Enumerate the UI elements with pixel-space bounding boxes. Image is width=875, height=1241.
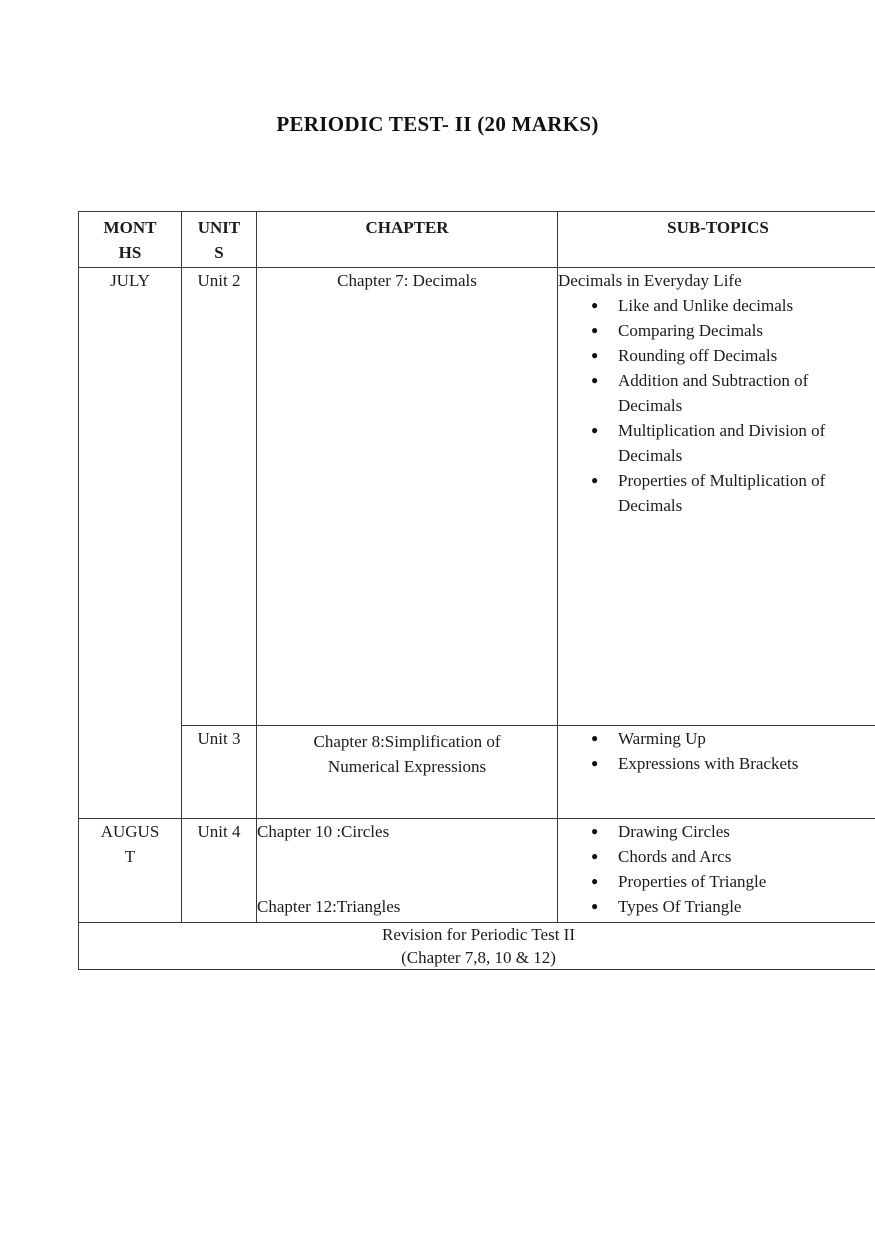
month-august-line2: T [124, 847, 136, 866]
subtopic-text: Warming Up [618, 729, 706, 748]
subtopic-text: Drawing Circles [618, 822, 730, 841]
bullet-icon: ● [591, 899, 599, 913]
header-cell-months [79, 212, 182, 268]
header-cell-subtopics: SUB-TOPICS [558, 212, 875, 268]
unit-cell-unit3: Unit 3 [182, 726, 257, 819]
subtopic-text: Chords and Arcs [618, 847, 732, 866]
subtopic-text: Expressions with Brackets [618, 754, 799, 773]
subtopics-cell-decimals [558, 268, 875, 726]
subtopics-list [591, 819, 875, 919]
subtopic-item [591, 293, 875, 318]
subtopic-text: Rounding off Decimals [618, 346, 778, 365]
subtopic-text: Properties of Triangle [618, 872, 767, 891]
bullet-icon: ● [591, 824, 599, 838]
header-months-line2: HS [118, 243, 142, 262]
bullet-icon: ● [591, 473, 599, 487]
bullet-icon: ● [591, 731, 599, 745]
subtopic-item [591, 468, 875, 518]
unit-cell-unit4: Unit 4 [182, 819, 257, 923]
header-units-line1: UNIT [197, 218, 241, 237]
chapter-cell-decimals: Chapter 7: Decimals [257, 268, 558, 726]
subtopic-text: Multiplication and Division of Decimals [618, 421, 826, 465]
month-cell-august [79, 819, 182, 923]
chapter-text-triangles: Chapter 12:Triangles [257, 897, 401, 916]
header-cell-units [182, 212, 257, 268]
subtopics-list [591, 726, 875, 776]
subtopics-cell-circles-triangles [558, 819, 875, 923]
subtopic-text: Addition and Subtraction of Decimals [618, 371, 809, 415]
header-units-line2: S [214, 243, 224, 262]
page-title: PERIODIC TEST- II (20 MARKS) [276, 112, 599, 136]
chapter-cell-circles-triangles [257, 819, 558, 923]
subtopic-text: Properties of Multiplication of Decimals [618, 471, 826, 515]
bullet-icon: ● [591, 348, 599, 362]
subtopic-item [591, 894, 875, 919]
subtopic-text: Types Of Triangle [618, 897, 742, 916]
month-cell-july: JULY [79, 268, 182, 819]
subtopic-item [591, 844, 875, 869]
syllabus-table [78, 211, 875, 970]
revision-cell [79, 923, 875, 970]
table-row-august-unit4 [79, 819, 875, 923]
subtopic-item [591, 368, 875, 418]
subtopic-item [591, 343, 875, 368]
subtopic-text: Comparing Decimals [618, 321, 763, 340]
subtopics-intro: Decimals in Everyday Life [558, 271, 742, 290]
month-august-line1: AUGUS [100, 822, 160, 841]
bullet-icon: ● [591, 373, 599, 387]
bullet-icon: ● [591, 323, 599, 337]
table-row-july-unit2 [79, 268, 875, 726]
chapter-text: Chapter 8:Simplification of Numerical Expressions [313, 732, 501, 776]
subtopic-item [591, 869, 875, 894]
unit-cell-unit2: Unit 2 [182, 268, 257, 726]
bullet-icon: ● [591, 756, 599, 770]
subtopic-item [591, 726, 875, 751]
revision-line1: Revision for Periodic Test II [381, 925, 576, 944]
revision-line2: (Chapter 7,8, 10 & 12) [401, 948, 556, 967]
chapter-cell-simplification [257, 726, 558, 819]
table-footer-row [79, 923, 875, 970]
bullet-icon: ● [591, 874, 599, 888]
bullet-icon: ● [591, 423, 599, 437]
subtopic-item [591, 751, 875, 776]
header-months-line1: MONT [103, 218, 157, 237]
bullet-icon: ● [591, 298, 599, 312]
bullet-icon: ● [591, 849, 599, 863]
subtopic-text: Like and Unlike decimals [618, 296, 794, 315]
subtopic-item [591, 819, 875, 844]
subtopic-item [591, 418, 875, 468]
subtopics-list [591, 293, 875, 518]
table-header-row [79, 212, 875, 268]
table-row-unit3 [79, 726, 875, 819]
subtopics-cell-simplification [558, 726, 875, 819]
chapter-text-circles: Chapter 10 :Circles [257, 822, 390, 841]
subtopic-item [591, 318, 875, 343]
header-cell-chapter: CHAPTER [257, 212, 558, 268]
